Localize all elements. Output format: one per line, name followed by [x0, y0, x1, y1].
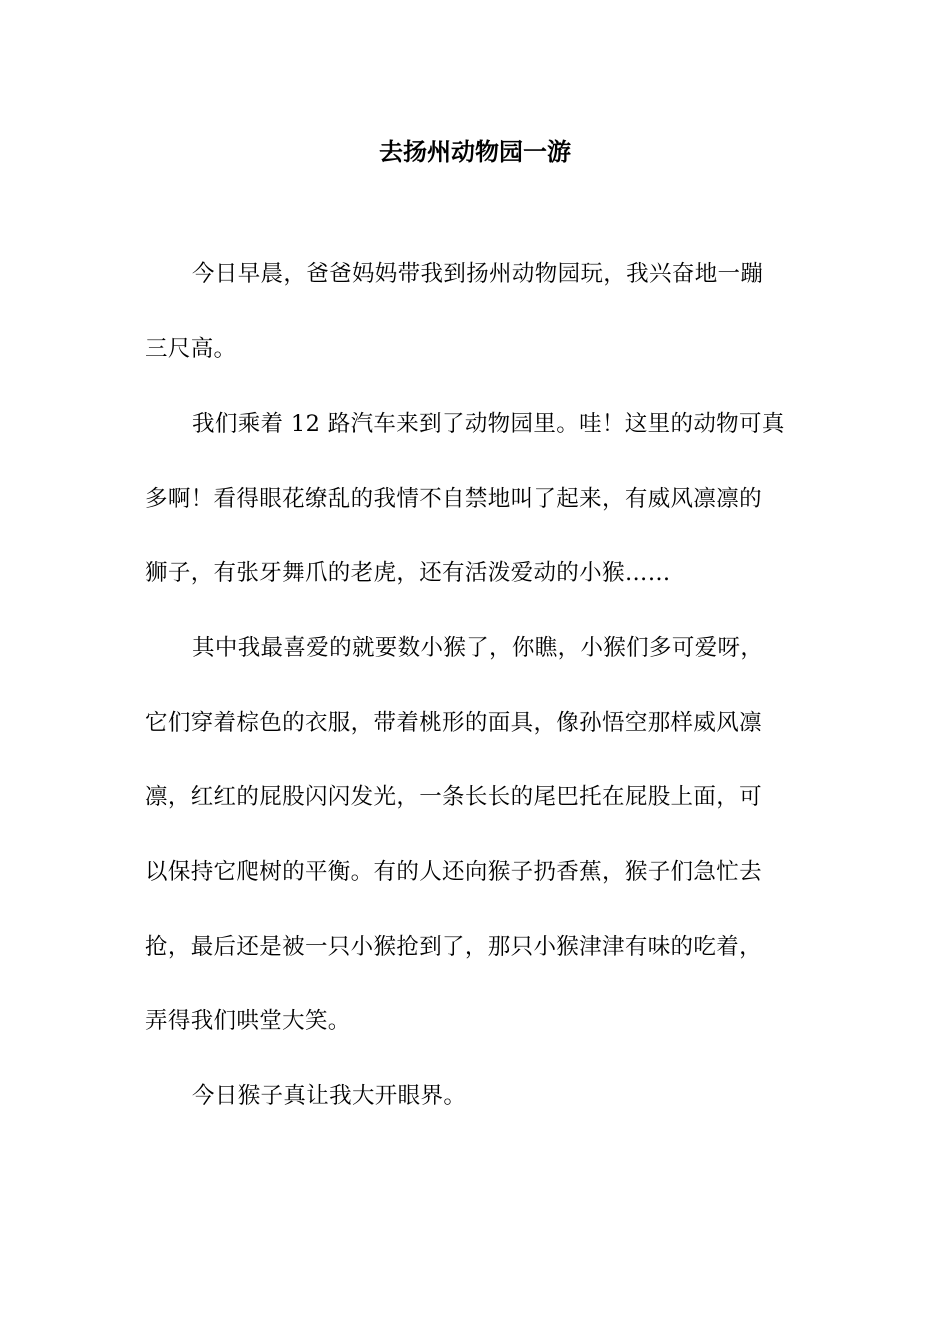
paragraph-3-line-6: 弄得我们哄堂大笑。 [145, 1008, 351, 1034]
paragraph-1-line-1: 今日早晨，爸爸妈妈带我到扬州动物园玩，我兴奋地一蹦 [192, 261, 764, 287]
paragraph-2-line-2: 多啊！看得眼花缭乱的我情不自禁地叫了起来，有威风凛凛的 [145, 486, 762, 512]
paragraph-3-line-4: 以保持它爬树的平衡。有的人还向猴子扔香蕉，猴子们急忙去 [145, 859, 762, 885]
paragraph-3-line-1: 其中我最喜爱的就要数小猴了，你瞧，小猴们多可爱呀， [192, 635, 764, 661]
paragraph-2-line-3: 狮子，有张牙舞爪的老虎，还有活泼爱动的小猴…… [145, 560, 671, 586]
paragraph-3-line-5: 抢，最后还是被一只小猴抢到了，那只小猴津津有味的吃着， [145, 934, 762, 960]
paragraph-1-line-2: 三尺高。 [145, 336, 237, 362]
paragraph-4-line-1: 今日猴子真让我大开眼界。 [192, 1083, 467, 1109]
paragraph-3-line-2: 它们穿着棕色的衣服，带着桃形的面具，像孙悟空那样威风凛 [145, 710, 762, 736]
paragraph-2-line-1: 我们乘着 12 路汽车来到了动物园里。哇！这里的动物可真 [192, 411, 785, 437]
paragraph-3-line-3: 凛，红红的屁股闪闪发光，一条长长的尾巴托在屁股上面，可 [145, 784, 762, 810]
document-title: 去扬州动物园一游 [379, 138, 571, 166]
